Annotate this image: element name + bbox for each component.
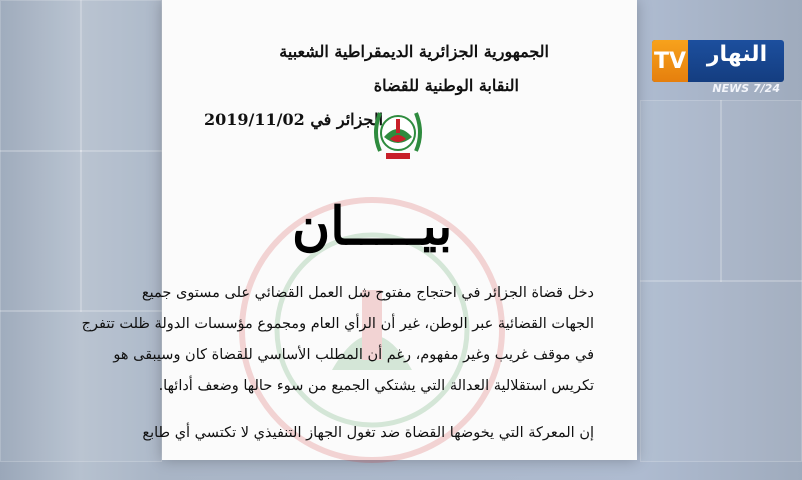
logo-panel [652, 40, 784, 82]
paragraph-line: دخل قضاة الجزائر في احتجاج مفتوح شل العمل القضائي على مستوى جميع [141, 285, 594, 301]
tv-badge: TV [652, 40, 688, 82]
background-panel [0, 0, 82, 152]
ennahar-tv-logo [652, 40, 784, 96]
paragraph-line: في موقف غريب وغير مفهوم، رغم أن المطلب الأساسي للقضاة كان وسيبقى هو [113, 347, 594, 363]
channel-tagline: NEWS 7/24 [712, 82, 780, 95]
background-panel [720, 100, 802, 282]
paragraph-line: إن المعركة التي يخوضها القضاة ضد تغول الجهاز التنفيذي لا تكتسي أي طابع [142, 425, 594, 441]
statement-document [81, 0, 637, 460]
paragraph-1 [81, 278, 594, 402]
background-panel [0, 150, 82, 312]
background-panel [640, 280, 802, 462]
header-republic: الجمهورية الجزائرية الديمقراطية الشعبية [279, 42, 549, 61]
paragraph-line: تكريس استقلالية العدالة التي يشتكي الجميع من سوء حالها وضعف أدائها. [158, 378, 594, 394]
background-panel [80, 0, 162, 152]
document-date: الجزائر في 2019/11/02 [204, 110, 384, 129]
judges-union-emblem-icon [370, 103, 426, 163]
header-union: النقابة الوطنية للقضاة [373, 76, 519, 95]
channel-name: النهار [706, 42, 768, 67]
background-panel [640, 100, 722, 282]
paragraph-2 [142, 418, 594, 449]
paragraph-line: الجهات القضائية عبر الوطن، غير أن الرأي العام ومجموع مؤسسات الدولة ظلت تتفرج [81, 316, 594, 332]
statement-title: بيـــــان [292, 196, 453, 257]
